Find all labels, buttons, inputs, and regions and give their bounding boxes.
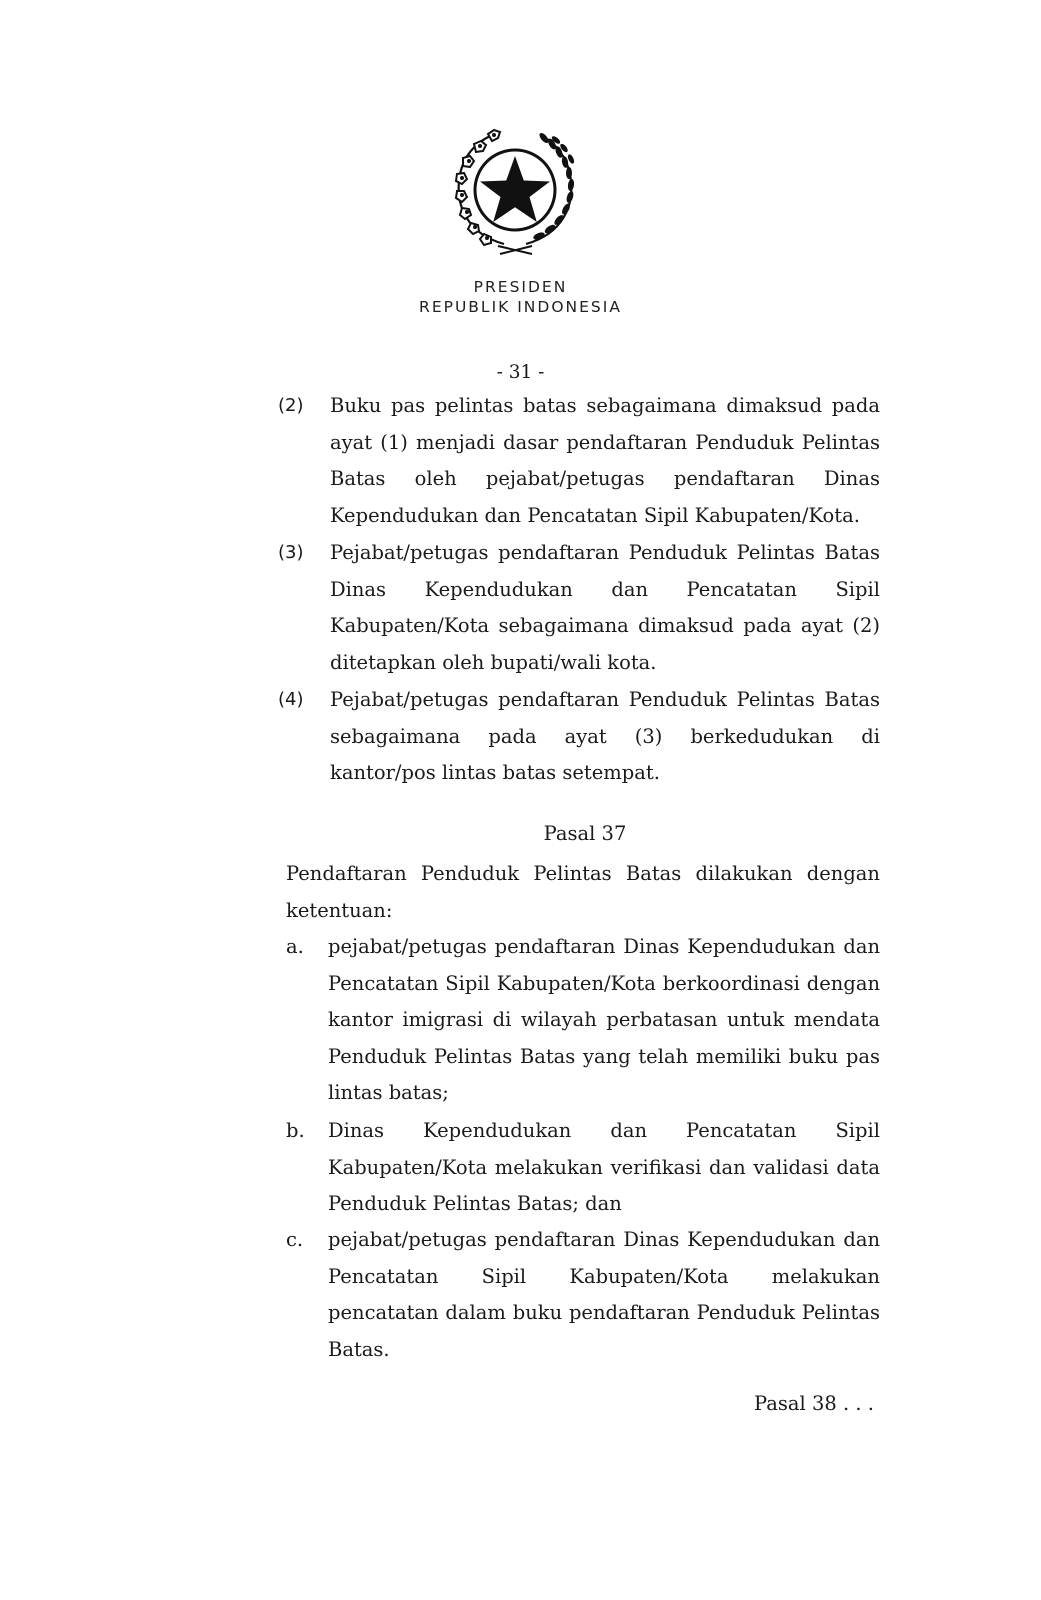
header-title: PRESIDEN <box>473 278 568 296</box>
page-number: - 31 - <box>496 362 545 383</box>
list-item-b <box>286 1113 880 1223</box>
list-item-label: c. <box>286 1228 304 1251</box>
paragraph-text: Pejabat/petugas pendaftaran Penduduk Pelintas Batas sebagaimana pada ayat (3) berkedudukan di kantor/pos lintas batas setempat. <box>330 688 880 785</box>
article-intro: Pendaftaran Penduduk Pelintas Batas dilakukan dengan ketentuan: <box>286 862 880 922</box>
presidential-emblem-icon <box>446 126 584 258</box>
list-item-label: b. <box>286 1119 305 1142</box>
list-item-text: pejabat/petugas pendaftaran Dinas Kependudukan dan Pencatatan Sipil Kabupaten/Kota melakukan pencatatan dalam buku pendaftaran Penduduk Pelintas Batas. <box>328 1228 880 1361</box>
paragraph-text: Buku pas pelintas batas sebagaimana dimaksud pada ayat (1) menjadi dasar pendaftaran Penduduk Pelintas Batas oleh pejabat/petugas pendaftaran Dinas Kependudukan dan Pencatatan Sipil Kabupaten/Kota. <box>330 394 880 527</box>
list-item-label: a. <box>286 935 304 958</box>
list-item-text: pejabat/petugas pendaftaran Dinas Kependudukan dan Pencatatan Sipil Kabupaten/Kota berkoordinasi dengan kantor imigrasi di wilayah perbatasan untuk mendata Penduduk Pelintas Batas yang telah memiliki buku pas lintas batas; <box>328 935 880 1105</box>
paragraph-text: Pejabat/petugas pendaftaran Penduduk Pelintas Batas Dinas Kependudukan dan Pencatatan Sipil Kabupaten/Kota sebagaimana dimaksud pada ayat (2) ditetapkan oleh bupati/wali kota. <box>330 541 880 674</box>
paragraph-3 <box>278 535 898 681</box>
next-page-reference: Pasal 38 . . . <box>754 1392 874 1415</box>
paragraph-label: (4) <box>278 689 304 710</box>
header-subtitle: REPUBLIK INDONESIA <box>419 298 622 316</box>
list-item-c <box>286 1222 880 1368</box>
article-title: Pasal 37 <box>543 822 627 845</box>
paragraph-label: (3) <box>278 542 304 563</box>
paragraph-4 <box>278 682 898 792</box>
list-item-text: Dinas Kependudukan dan Pencatatan Sipil Kabupaten/Kota melakukan verifikasi dan validasi data Penduduk Pelintas Batas; dan <box>328 1119 880 1216</box>
list-item-a <box>286 929 880 1112</box>
paragraph-2 <box>278 388 898 534</box>
paragraph-label: (2) <box>278 395 304 416</box>
